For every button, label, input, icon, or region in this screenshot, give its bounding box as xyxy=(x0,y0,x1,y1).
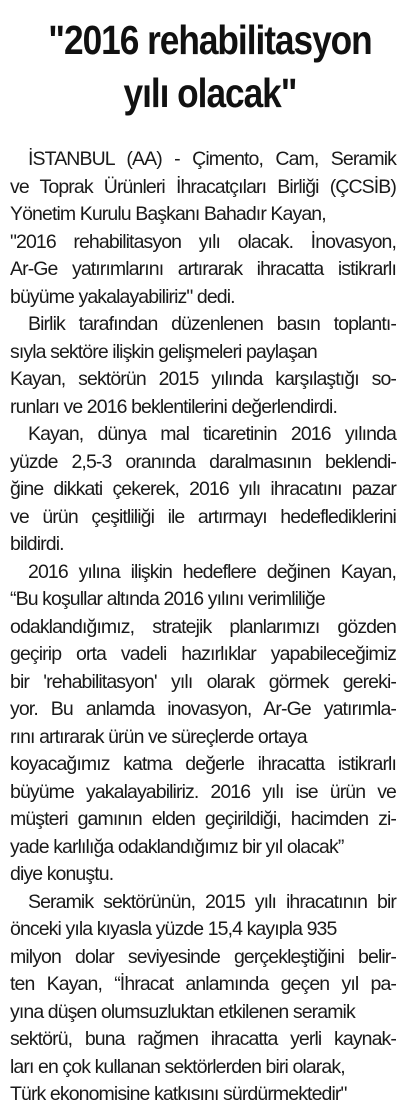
text-line: ve ürün çeşitliliği ile artırmayı hedeflediklerini xyxy=(10,505,396,528)
text-line: sektörü, buna rağmen ihracatta yerli kaynak- xyxy=(10,1028,396,1050)
paragraph xyxy=(10,421,396,559)
text-line: runları ve 2016 beklentilerini değerlendirdi. xyxy=(10,395,337,418)
text-line: koyacağımız katma değerle ihracatta istikrarlı xyxy=(10,753,396,775)
text-line: bir 'rehabilitasyon' yılı olarak görmek gereki- xyxy=(10,670,396,693)
text-line: “Bu koşullar altında 2016 yılını verimliliğe xyxy=(10,588,325,610)
headline-line: yılı olacak" xyxy=(123,70,297,116)
text-line: büyüme yakalayabiliriz" dedi. xyxy=(10,285,235,308)
text-line: "2016 rehabilitasyon yılı olacak. İnovasyon, xyxy=(10,230,396,253)
paragraph xyxy=(10,559,396,889)
paragraph xyxy=(10,146,396,311)
text-line: İSTANBUL (AA) - Çimento, Cam, Seramik xyxy=(28,148,396,170)
text-line: yına düşen olumsuzluktan etkilenen seramik xyxy=(10,1000,355,1023)
text-line: Kayan, sektörün 2015 yılında karşılaştığı so- xyxy=(10,368,396,390)
text-line: odaklandığımız, stratejik planlarımızı gözden xyxy=(10,615,396,638)
text-line: Türk ekonomisine katkısını sürdürmektedir" xyxy=(10,1083,347,1105)
text-line: yor. Bu anlamda inovasyon, Ar-Ge yatırımla- xyxy=(10,698,396,720)
text-line: ğine dikkati çekerek, 2016 yılı ihracatını pazar xyxy=(10,478,396,500)
text-line: Birlik tarafından düzenlenen basın toplantı- xyxy=(28,313,396,335)
text-line: Yönetim Kurulu Başkanı Bahadır Kayan, xyxy=(10,203,326,225)
article-headline xyxy=(29,14,390,120)
headline-line: "2016 rehabilitasyon xyxy=(48,17,372,63)
article-body xyxy=(10,146,396,1109)
paragraph xyxy=(10,311,396,421)
text-line: ve Toprak Ürünleri İhracatçıları Birliği (ÇCSİB) xyxy=(10,175,396,198)
paragraph xyxy=(10,889,396,1109)
text-line: yüzde 2,5-3 oranında daralmasının beklendi- xyxy=(10,450,396,473)
text-line: Kayan, dünya mal ticaretinin 2016 yılında xyxy=(28,423,396,445)
text-line: ları en çok kullanan sektörlerden biri olarak, xyxy=(10,1055,345,1078)
text-line: müşteri gamının elden geçirildiği, hacimden zi- xyxy=(10,808,396,830)
text-line: Seramik sektörünün, 2015 yılı ihracatının bir xyxy=(28,890,396,913)
text-line: milyon dolar seviyesinde gerçekleştiğini belir- xyxy=(10,945,396,968)
text-line: sıyla sektöre ilişkin gelişmeleri paylaşan xyxy=(10,340,317,363)
text-line: büyüme yakalayabiliriz. 2016 yılı ise ürün ve xyxy=(10,780,396,803)
text-line: Ar-Ge yatırımlarını artırarak ihracatta istikrarlı xyxy=(10,258,396,280)
text-line: yade karlılığa odaklandığımız bir yıl olacak” xyxy=(10,835,344,858)
text-line: 2016 yılına ilişkin hedeflere değinen Kayan, xyxy=(28,560,396,583)
text-line: ten Kayan, “İhracat anlamında geçen yıl pa- xyxy=(10,973,396,995)
text-line: bildirdi. xyxy=(10,533,64,555)
text-line: rını artırarak ürün ve süreçlerde ortaya xyxy=(10,725,307,748)
text-line: diye konuştu. xyxy=(10,863,114,885)
text-line: geçirip orta vadeli hazırlıklar yapabileceğimiz xyxy=(10,643,396,665)
text-line: önceki yıla kıyasla yüzde 15,4 kayıpla 935 xyxy=(10,918,337,940)
